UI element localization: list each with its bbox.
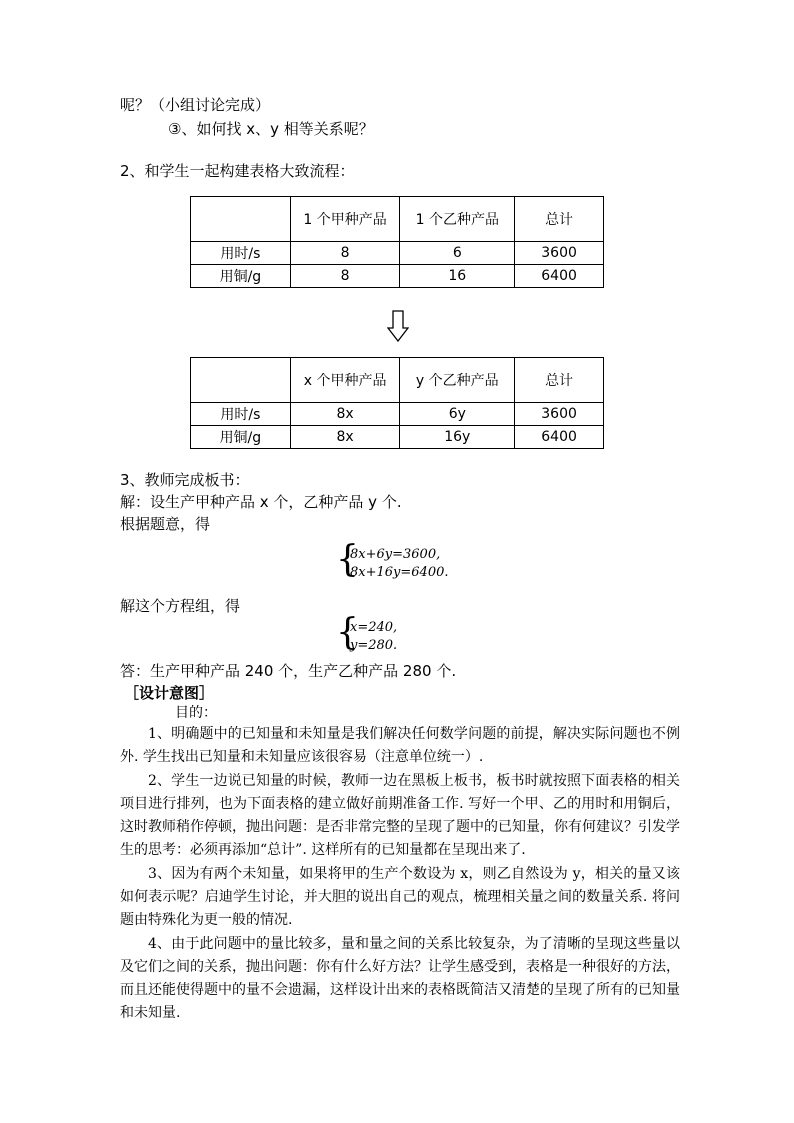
table-header-row bbox=[191, 358, 604, 403]
design-paragraph-2 bbox=[120, 770, 680, 862]
section-3-heading: 3、教师完成板书： bbox=[120, 471, 250, 489]
left-brace-icon: { bbox=[336, 539, 359, 580]
table-cell: 8x bbox=[290, 426, 400, 449]
solution-y: y=280. bbox=[350, 638, 398, 653]
table-cell: 8 bbox=[290, 265, 400, 288]
paragraph-text: 3、因为有两个未知量，如果将甲的生产个数设为 x，则乙自然设为 y，相关的量又该如何表示呢？启迪学生讨论，并大胆的说出自己的观点，梳理相关量之间的数量关系. 将问题由特殊化为更一般的情况. bbox=[120, 866, 680, 928]
table-cell: 8x bbox=[290, 403, 400, 426]
design-paragraph-1 bbox=[120, 723, 680, 769]
table-cell: 用铜/g bbox=[191, 426, 291, 449]
design-paragraph-3 bbox=[120, 863, 680, 932]
table-cell: 6400 bbox=[515, 426, 604, 449]
table-row bbox=[191, 265, 604, 288]
table-header-row bbox=[191, 197, 604, 242]
table-cell: 8 bbox=[290, 242, 400, 265]
table-cell: 3600 bbox=[515, 242, 604, 265]
design-paragraph-4 bbox=[120, 933, 680, 1025]
table-cell: 6 bbox=[400, 242, 515, 265]
table-known-quantities bbox=[190, 196, 604, 288]
table-cell: 16 bbox=[400, 265, 515, 288]
table-header-cell: 总计 bbox=[515, 197, 604, 242]
table-header-cell: 1 个甲种产品 bbox=[290, 197, 400, 242]
table-cell: 6400 bbox=[515, 265, 604, 288]
solution-x: x=240, bbox=[350, 620, 398, 635]
intro-line-1: 呢？（小组讨论完成） bbox=[120, 96, 271, 114]
table-cell: 16y bbox=[400, 426, 515, 449]
solve-system-text: 解这个方程组，得 bbox=[120, 597, 241, 615]
solve-setup: 解：设生产甲种产品 x 个，乙种产品 y 个. bbox=[120, 493, 402, 511]
table-unknown-quantities bbox=[190, 357, 604, 449]
table-header-cell: 总计 bbox=[515, 358, 604, 403]
intro-line-2: ③、如何找 x、y 相等关系呢？ bbox=[168, 120, 374, 138]
answer-text: 答：生产甲种产品 240 个，生产乙种产品 280 个. bbox=[120, 662, 457, 680]
paragraph-text: 1、明确题中的已知量和未知量是我们解决任何数学问题的前提，解决实际问题也不例外. 学生找出已知量和未知量应该很容易（注意单位统一）. bbox=[120, 726, 680, 765]
table-cell: 用铜/g bbox=[191, 265, 291, 288]
down-arrow-icon bbox=[387, 310, 409, 342]
table-header-cell: x 个甲种产品 bbox=[290, 358, 400, 403]
table-row bbox=[191, 403, 604, 426]
table-row bbox=[191, 426, 604, 449]
section-2-heading: 2、和学生一起构建表格大致流程： bbox=[120, 162, 355, 180]
equation-2: 8x+16y=6400. bbox=[350, 565, 449, 580]
table-header-cell bbox=[191, 358, 291, 403]
according-text: 根据题意，得 bbox=[120, 515, 211, 533]
table-cell: 3600 bbox=[515, 403, 604, 426]
table-cell: 6y bbox=[400, 403, 515, 426]
design-heading: ［设计意图］ bbox=[124, 684, 215, 702]
table-cell: 用时/s bbox=[191, 242, 291, 265]
table-header-cell: 1 个乙种产品 bbox=[400, 197, 515, 242]
table-header-cell: y 个乙种产品 bbox=[400, 358, 515, 403]
left-brace-icon: { bbox=[336, 612, 359, 653]
paragraph-text: 2、学生一边说已知量的时候，教师一边在黑板上板书，板书时就按照下面表格的相关项目进行排列，也为下面表格的建立做好前期准备工作. 写好一个甲、乙的用时和用铜后，这时教师稍作停顿，抛出问题：是否非常完整的呈现了题中的已知量，你有何建议？引发学生的思考：必须再添加“总计”. 这样所有的已知量都在呈现出来了. bbox=[120, 773, 680, 858]
paragraph-text: 4、由于此问题中的量比较多，量和量之间的关系比较复杂，为了清晰的呈现这些量以及它们之间的关系，抛出问题：你有什么好方法？让学生感受到，表格是一种很好的方法，而且还能使得题中的量不会遗漏，这样设计出来的表格既简洁又清楚的呈现了所有的已知量和未知量. bbox=[120, 936, 680, 1021]
table-row bbox=[191, 242, 604, 265]
equation-1: 8x+6y=3600, bbox=[350, 547, 441, 562]
design-purpose: 目的： bbox=[175, 705, 217, 721]
table-cell: 用时/s bbox=[191, 403, 291, 426]
table-header-cell bbox=[191, 197, 291, 242]
